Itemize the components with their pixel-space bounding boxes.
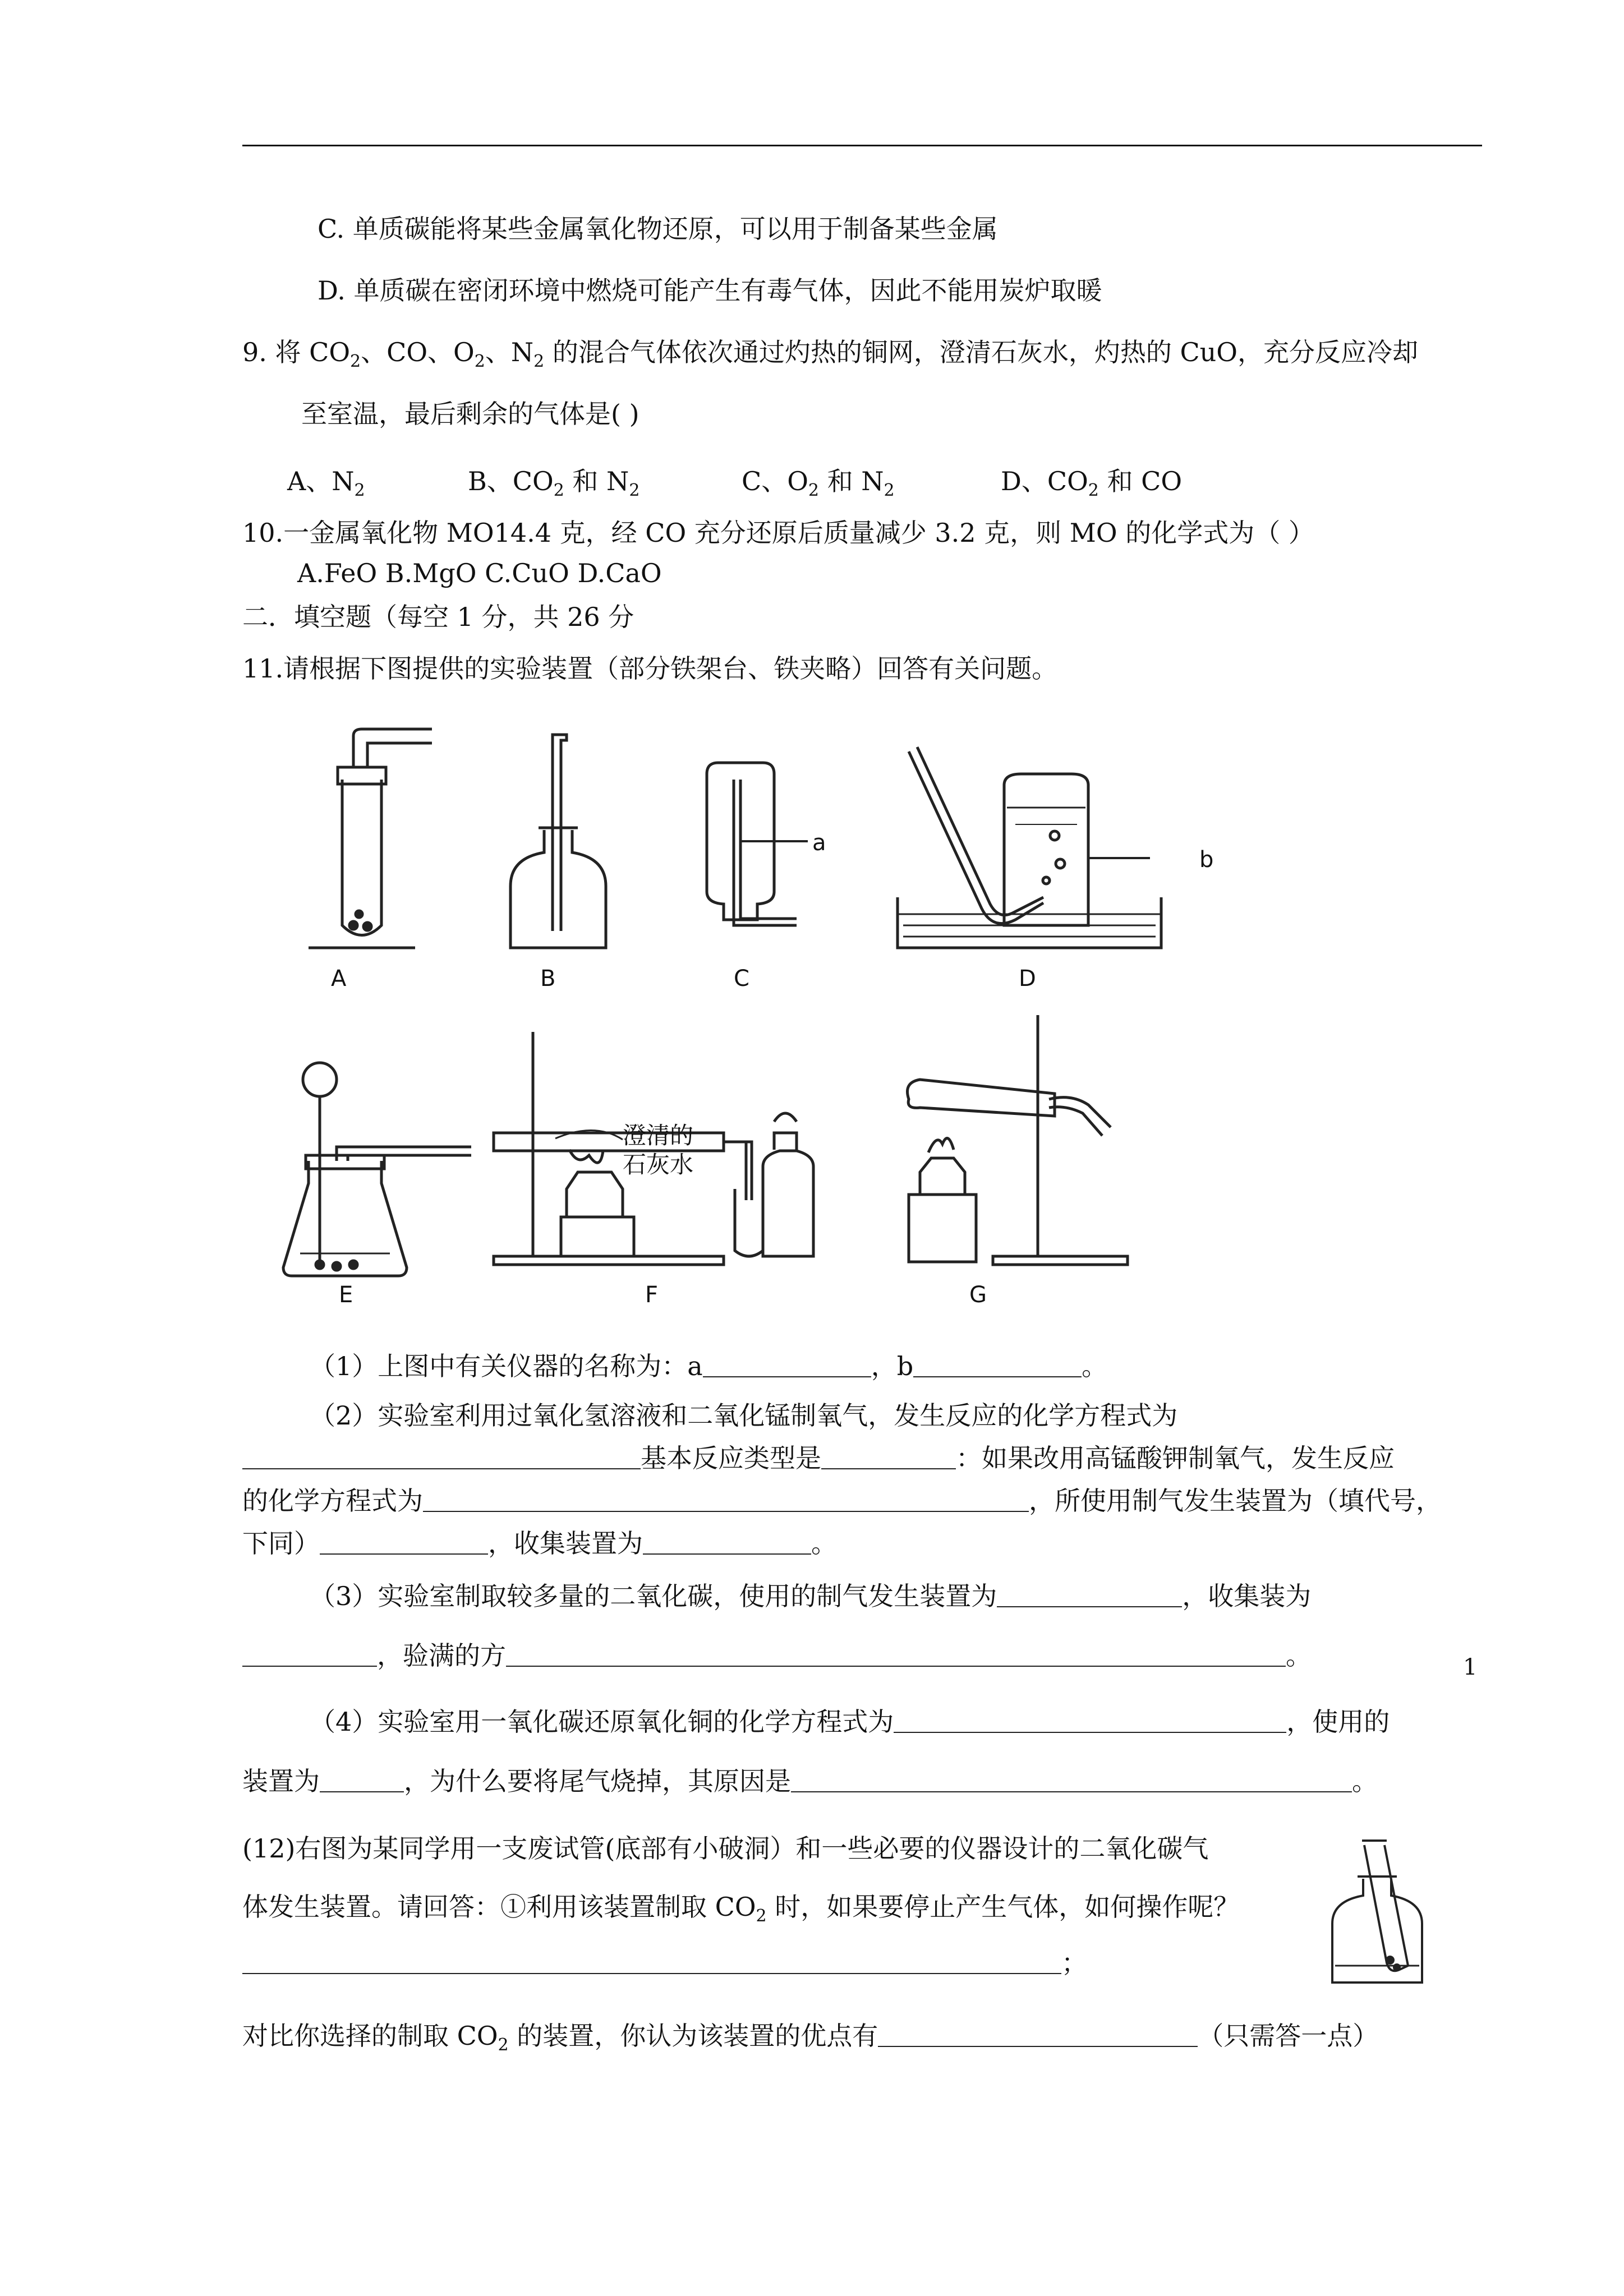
q11-part4-line1: （4）实验室用一氧化碳还原氧化铜的化学方程式为 ，使用的 [310, 1707, 1390, 1737]
q12-line3: ； [242, 1946, 1087, 1980]
q9-option-b: B、$CO_2$ 和 $N_2$ [468, 466, 640, 500]
label-a: A [331, 966, 347, 992]
apparatus-d [886, 740, 1212, 953]
apparatus-c [696, 757, 830, 948]
q9-stem-line1: 9. 将 $CO_2$、CO、$O_2$、$N_2$ 的混合气体依次通过灼热的铜网，澄清石灰水，灼热的 CuO，充分反应冷却 [242, 337, 1418, 371]
q9-option-a: A、$N_2$ [287, 466, 365, 500]
q9-option-c: C、$O_2$ 和 $N_2$ [742, 466, 895, 500]
q11-part2-line1: （2）实验室利用过氧化氢溶液和二氧化锰制氧气，发生反应的化学方程式为 [310, 1400, 1178, 1431]
q8-option-d: D. 单质碳在密闭环境中燃烧可能产生有毒气体，因此不能用炭炉取暖 [318, 275, 1102, 306]
q10-options: A.FeO B.MgO C.CuO D.CaO [297, 558, 662, 588]
page-number: 1 [1463, 1654, 1478, 1680]
q11-stem: 11.请根据下图提供的实验装置（部分铁架台、铁夹略）回答有关问题。 [242, 653, 1058, 684]
q9-stem-line2: 至室温，最后剩余的气体是( ) [301, 399, 640, 429]
label-f: F [645, 1282, 659, 1308]
label-d: D [1019, 966, 1036, 992]
apparatus-e [275, 1054, 477, 1284]
q9-option-d: D、$CO_2$ 和 CO [1001, 466, 1183, 500]
label-g: G [969, 1282, 987, 1308]
limewater-line1: 澄清的 [623, 1122, 694, 1149]
q11-part4-line2: 装置为 ，为什么要将尾气烧掉，其原因是 。 [242, 1766, 1378, 1796]
q11-part2-line3: 的化学方程式为 ，所使用制气发生装置为（填代号， [242, 1486, 1442, 1516]
q11-part1: （1）上图中有关仪器的名称为：a ，b 。 [310, 1351, 1108, 1381]
q12-line4: 对比你选择的制取 $CO_2$ 的装置，你认为该装置的优点有 （只需答一点） [242, 2021, 1379, 2055]
q11-part2-line2: 基本反应类型是 ：如果改用高锰酸钾制氧气，发生反应 [242, 1441, 1395, 1475]
label-c: C [734, 966, 749, 992]
header-rule [242, 145, 1482, 146]
q10-stem: 10.一金属氧化物 MO14.4 克，经 CO 充分还原后质量减少 3.2 克，则 MO 的化学式为（ ） [242, 518, 1314, 548]
q8-option-c: C. 单质碳能将某些金属氧化物还原，可以用于制备某些金属 [318, 214, 998, 244]
apparatus-q12 [1324, 1834, 1430, 1991]
q12-line2: 体发生装置。请回答：①利用该装置制取 $CO_2$ 时，如果要停止产生气体，如何操作呢？ [242, 1892, 1240, 1926]
q11-part3-line1: （3）实验室制取较多量的二氧化碳，使用的制气发生装置为 ，收集装为 [310, 1581, 1312, 1611]
label-b: B [540, 966, 556, 992]
section-heading: 二．填空题（每空 1 分，共 26 分 [242, 602, 634, 632]
limewater-line2: 石灰水 [623, 1151, 694, 1178]
q11-part3-line2: ，验满的方 。 [242, 1639, 1312, 1672]
apparatus-b [494, 723, 623, 959]
apparatus-a [275, 723, 443, 959]
label-e: E [339, 1282, 353, 1308]
pointer-b: b [1199, 847, 1214, 873]
pointer-a: a [812, 830, 826, 856]
q11-part2-line4: 下同） ，收集装置为 。 [242, 1528, 837, 1559]
q12-line1: (12)右图为某同学用一支废试管(底部有小破洞）和一些必要的仪器设计的二氧化碳气 [242, 1833, 1209, 1864]
apparatus-g [886, 1009, 1139, 1273]
